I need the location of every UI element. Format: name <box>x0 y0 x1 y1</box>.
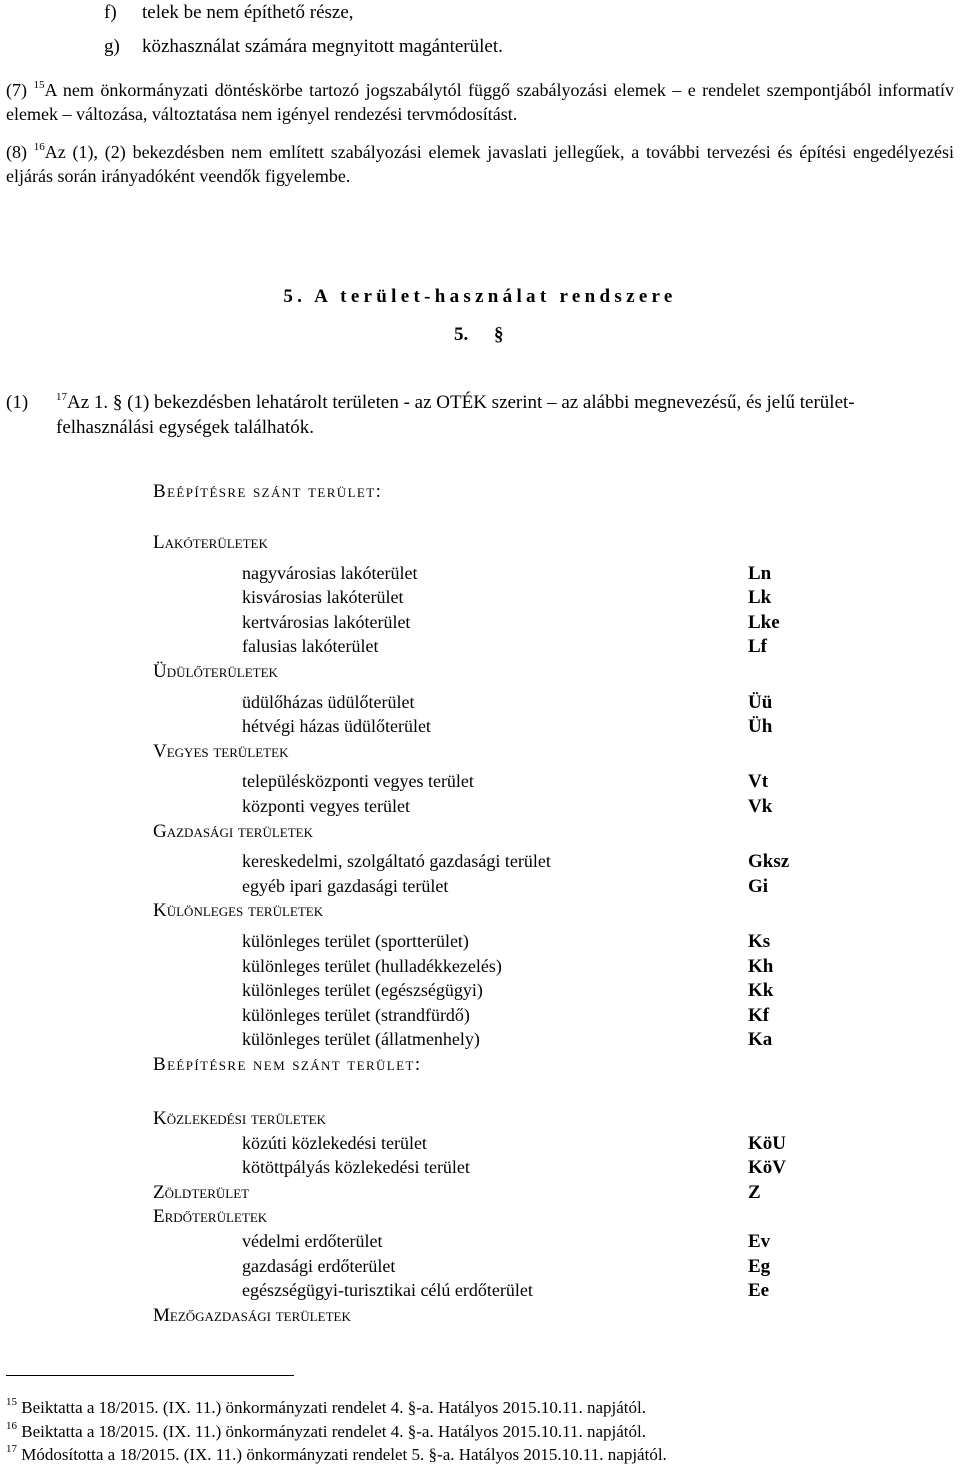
paragraph-8 <box>6 140 954 188</box>
footnote-number: 16 <box>6 1420 17 1433</box>
land-use-name: falusias lakóterület <box>242 636 379 657</box>
land-use-name: üdülőházas üdülőterület <box>242 691 415 712</box>
paragraph-text-c: felhasználási egységek találhatók. <box>56 417 314 438</box>
land-use-name: egyéb ipari gazdasági terület <box>242 875 449 896</box>
land-use-code: Gksz <box>748 851 790 873</box>
unbuilt-area-heading: Beépítésre nem szánt terület: <box>153 1054 422 1075</box>
land-use-name: központi vegyes terület <box>242 796 410 816</box>
land-use-code: Üü <box>748 691 773 713</box>
category-title: Közlekedési területek <box>153 1108 326 1129</box>
land-use-code: Ka <box>748 1029 773 1051</box>
footnote-15 <box>6 1397 646 1419</box>
footnote-ref-16[interactable]: 16 <box>33 141 45 153</box>
footnote-text-a: Módosította a 18/2015. (IX. 11.) önkormányzati rendelet 5. <box>21 1445 425 1464</box>
footnote-text-b: -a. Hatályos 2015.10.11. napjától. <box>416 1398 646 1417</box>
footnote-text-a: Beiktatta a 18/2015. (IX. 11.) önkormányzati rendelet 4. <box>21 1422 404 1441</box>
footnote-symbol: § <box>407 1422 417 1441</box>
category-title: Mezőgazdasági területek <box>153 1304 351 1326</box>
built-area-heading: Beépítésre szánt terület: <box>153 481 383 502</box>
footnote-number: 17 <box>6 1443 17 1456</box>
land-use-name: közúti közlekedési terület <box>242 1132 427 1153</box>
footnote-symbol: § <box>407 1398 417 1417</box>
paragraph-symbol: § <box>112 392 123 413</box>
land-use-code: Eg <box>748 1255 771 1277</box>
land-use-name: kereskedelmi, szolgáltató gazdasági terület <box>242 851 551 872</box>
footnote-text-a: Beiktatta a 18/2015. (IX. 11.) önkormányzati rendelet 4. <box>21 1398 404 1417</box>
category-title: Vegyes területek <box>153 740 289 762</box>
section-number: 5. <box>454 324 469 345</box>
land-use-code: Kh <box>748 955 774 977</box>
paragraph-text-a: Az 1. <box>67 392 109 413</box>
land-use-name: településközponti vegyes terület <box>242 771 474 792</box>
category-code: Z <box>748 1181 761 1203</box>
footnote-text-b: -a. Hatályos 2015.10.11. napjától. <box>437 1445 667 1464</box>
land-use-code: Ee <box>748 1280 770 1302</box>
footnote-ref-17[interactable]: 17 <box>56 390 67 403</box>
footnote-separator <box>6 1375 294 1376</box>
paragraph-1 <box>56 390 954 440</box>
land-use-code: KöV <box>748 1157 786 1179</box>
land-use-code: Ln <box>748 562 772 584</box>
paragraph-text: Az (1), (2) bekezdésben nem említett szabályozási elemek javaslati jellegűek, a további tervezési és építési engedélyezési eljárás során irányadóként veendők figyelembe. <box>6 142 954 186</box>
paragraph-text: A nem önkormányzati döntéskörbe tartozó jogszabálytól függő szabályozási elemek – e rendelet szempontjából informatív elemek – változása, változtatása nem igényel rendezési tervmódosítást. <box>6 80 954 124</box>
land-use-name: különleges terület (hulladékkezelés) <box>242 955 502 976</box>
land-use-name: nagyvárosias lakóterület <box>242 562 418 583</box>
land-use-name: különleges terület (egészségügyi) <box>242 980 483 1001</box>
paragraph-lead: (7) <box>6 80 27 100</box>
category-title: Üdülőterületek <box>153 661 278 682</box>
land-use-name: hétvégi házas üdülőterület <box>242 716 431 737</box>
list-item-g: közhasználat számára megnyitott magánterület. <box>142 36 503 57</box>
footnote-number: 15 <box>6 1396 17 1409</box>
land-use-name: kisvárosias lakóterület <box>242 587 404 608</box>
land-use-code: Ev <box>748 1231 771 1252</box>
footnote-text-b: -a. Hatályos 2015.10.11. napjától. <box>416 1422 646 1441</box>
land-use-name: különleges terület (strandfürdő) <box>242 1004 470 1025</box>
footnote-16 <box>6 1421 646 1443</box>
paragraph-7 <box>6 78 954 126</box>
land-use-name: egészségügyi-turisztikai célú erdőterület <box>242 1280 533 1301</box>
land-use-name: különleges terület (sportterület) <box>242 931 469 951</box>
land-use-name: gazdasági erdőterület <box>242 1255 396 1276</box>
paragraph-1-lead: (1) <box>6 392 29 413</box>
paragraph-lead: (8) <box>6 142 27 162</box>
category-title: Lakóterületek <box>153 532 268 553</box>
land-use-name: kötöttpályás közlekedési terület <box>242 1157 470 1178</box>
footnote-ref-15[interactable]: 15 <box>33 79 45 91</box>
land-use-code: Lf <box>748 636 767 658</box>
land-use-name: kertvárosias lakóterület <box>242 611 411 632</box>
land-use-code: KöU <box>748 1132 786 1154</box>
land-use-code: Üh <box>748 716 773 738</box>
list-item-f: telek be nem építhető része, <box>142 2 354 23</box>
land-use-code: Vt <box>748 771 769 793</box>
category-title: Különleges területek <box>153 900 324 922</box>
land-use-code: Lke <box>748 611 780 633</box>
land-use-code: Kf <box>748 1004 770 1026</box>
land-use-code: Kk <box>748 980 774 1002</box>
section-title: 5. A terület-használat rendszere <box>283 286 677 307</box>
list-marker-g: g) <box>104 36 120 57</box>
list-marker-f: f) <box>104 2 117 23</box>
footnote-17 <box>6 1444 667 1466</box>
land-use-code: Vk <box>748 796 773 817</box>
land-use-code: Gi <box>748 875 769 897</box>
footnote-symbol: § <box>428 1445 438 1464</box>
land-use-code: Lk <box>748 587 772 609</box>
land-use-name: védelmi erdőterület <box>242 1231 383 1251</box>
land-use-name: különleges terület (állatmenhely) <box>242 1029 480 1050</box>
category-title: Gazdasági területek <box>153 820 314 842</box>
category-title: Zöldterület <box>153 1181 250 1203</box>
land-use-code: Ks <box>748 931 771 952</box>
paragraph-symbol: § <box>494 324 504 345</box>
category-title: Erdőterületek <box>153 1206 268 1228</box>
paragraph-text-b: (1) bekezdésben lehatárolt területen - az OTÉK szerint – az alábbi megnevezésű, és jelű terület- <box>127 392 855 413</box>
